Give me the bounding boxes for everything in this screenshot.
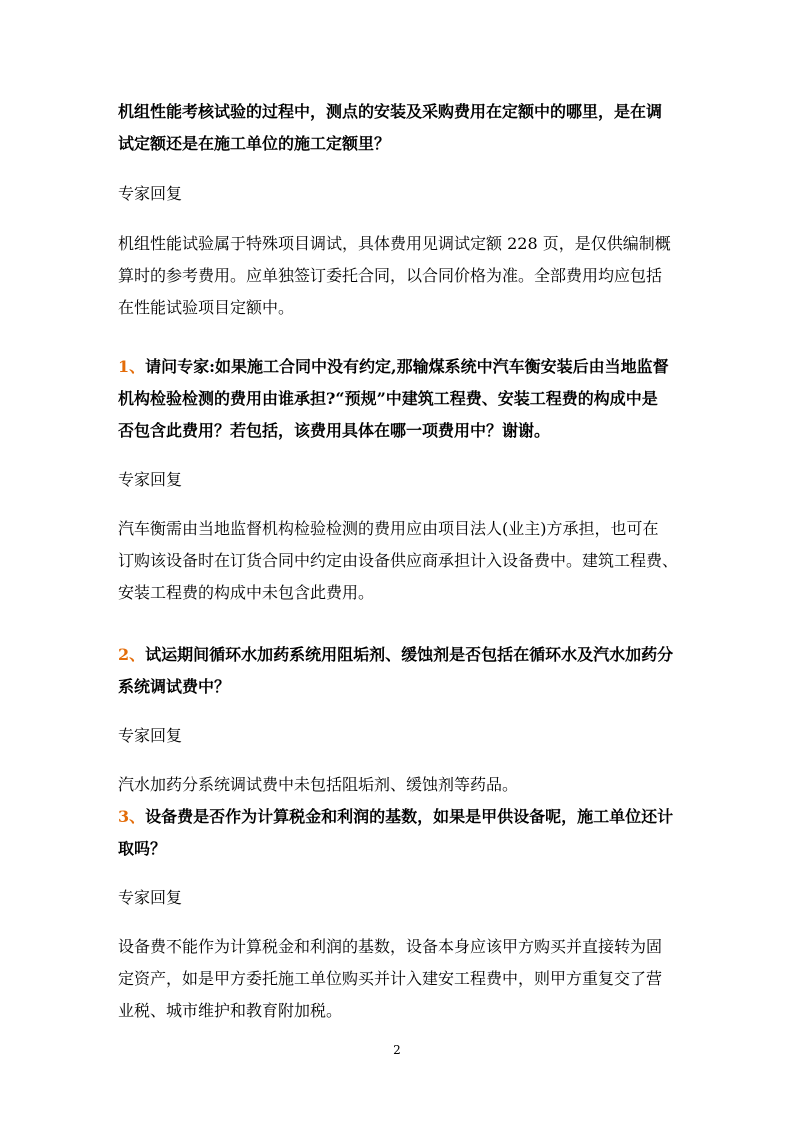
answer-text: 汽水加药分系统调试费中未包括阻垢剂、缓蚀剂等药品。 — [118, 775, 519, 794]
answer-text: 算时的参考费用。应单独签订委托合同，以合同价格为准。全部费用均应包括 — [118, 266, 663, 285]
expert-reply-heading: 专家回复 — [118, 184, 183, 203]
question-body: 请问专家:如果施工合同中没有约定,那输煤系统中汽车衡安装后由当地监督 — [145, 357, 669, 376]
question-body: 设备费是否作为计算税金和利润的基数，如果是甲供设备呢，施工单位还计 — [145, 807, 674, 826]
question-text: 否包含此费用？若包括，该费用具体在哪一项费用中？谢谢。 — [118, 421, 551, 440]
question-text: 机构检验检测的费用由谁承担?“预规”中建筑工程费、安装工程费的构成中是 — [118, 389, 658, 408]
answer-text: 机组性能试验属于特殊项目调试，具体费用见调试定额 228 页，是仅供编制概 — [118, 234, 671, 253]
answer-text: 在性能试验项目定额中。 — [118, 298, 295, 317]
answer-text: 订购该设备时在订货合同中约定由设备供应商承担计入设备费中。建筑工程费、 — [118, 551, 679, 570]
question-text: 系统调试费中？ — [118, 677, 231, 696]
expert-reply-heading: 专家回复 — [118, 726, 183, 745]
question-text: 取吗？ — [118, 839, 167, 858]
question-text — [118, 807, 673, 827]
question-text — [118, 645, 673, 665]
answer-text: 设备费不能作为计算税金和利润的基数，设备本身应该甲方购买并直接转为固 — [118, 937, 663, 956]
question-body: 试运期间循环水加药系统用阻垢剂、缓蚀剂是否包括在循环水及汽水加药分 — [145, 645, 674, 664]
question-text: 试定额还是在施工单位的施工定额里？ — [118, 134, 391, 153]
question-text — [118, 357, 669, 377]
answer-text: 安装工程费的构成中未包含此费用。 — [118, 583, 375, 602]
expert-reply-heading: 专家回复 — [118, 470, 183, 489]
page-number: 2 — [393, 1043, 401, 1057]
answer-text: 汽车衡需由当地监督机构检验检测的费用应由项目法人(业主)方承担，也可在 — [118, 519, 659, 538]
answer-text: 定资产，如是甲方委托施工单位购买并计入建安工程费中，则甲方重复交了营 — [118, 969, 663, 988]
question-number: 2、 — [118, 645, 146, 664]
answer-text: 业税、城市维护和教育附加税。 — [118, 1001, 343, 1020]
question-number: 3、 — [118, 807, 146, 826]
question-text: 机组性能考核试验的过程中，测点的安装及采购费用在定额中的哪里，是在调 — [118, 102, 663, 121]
expert-reply-heading: 专家回复 — [118, 888, 183, 907]
question-number: 1、 — [118, 357, 146, 376]
